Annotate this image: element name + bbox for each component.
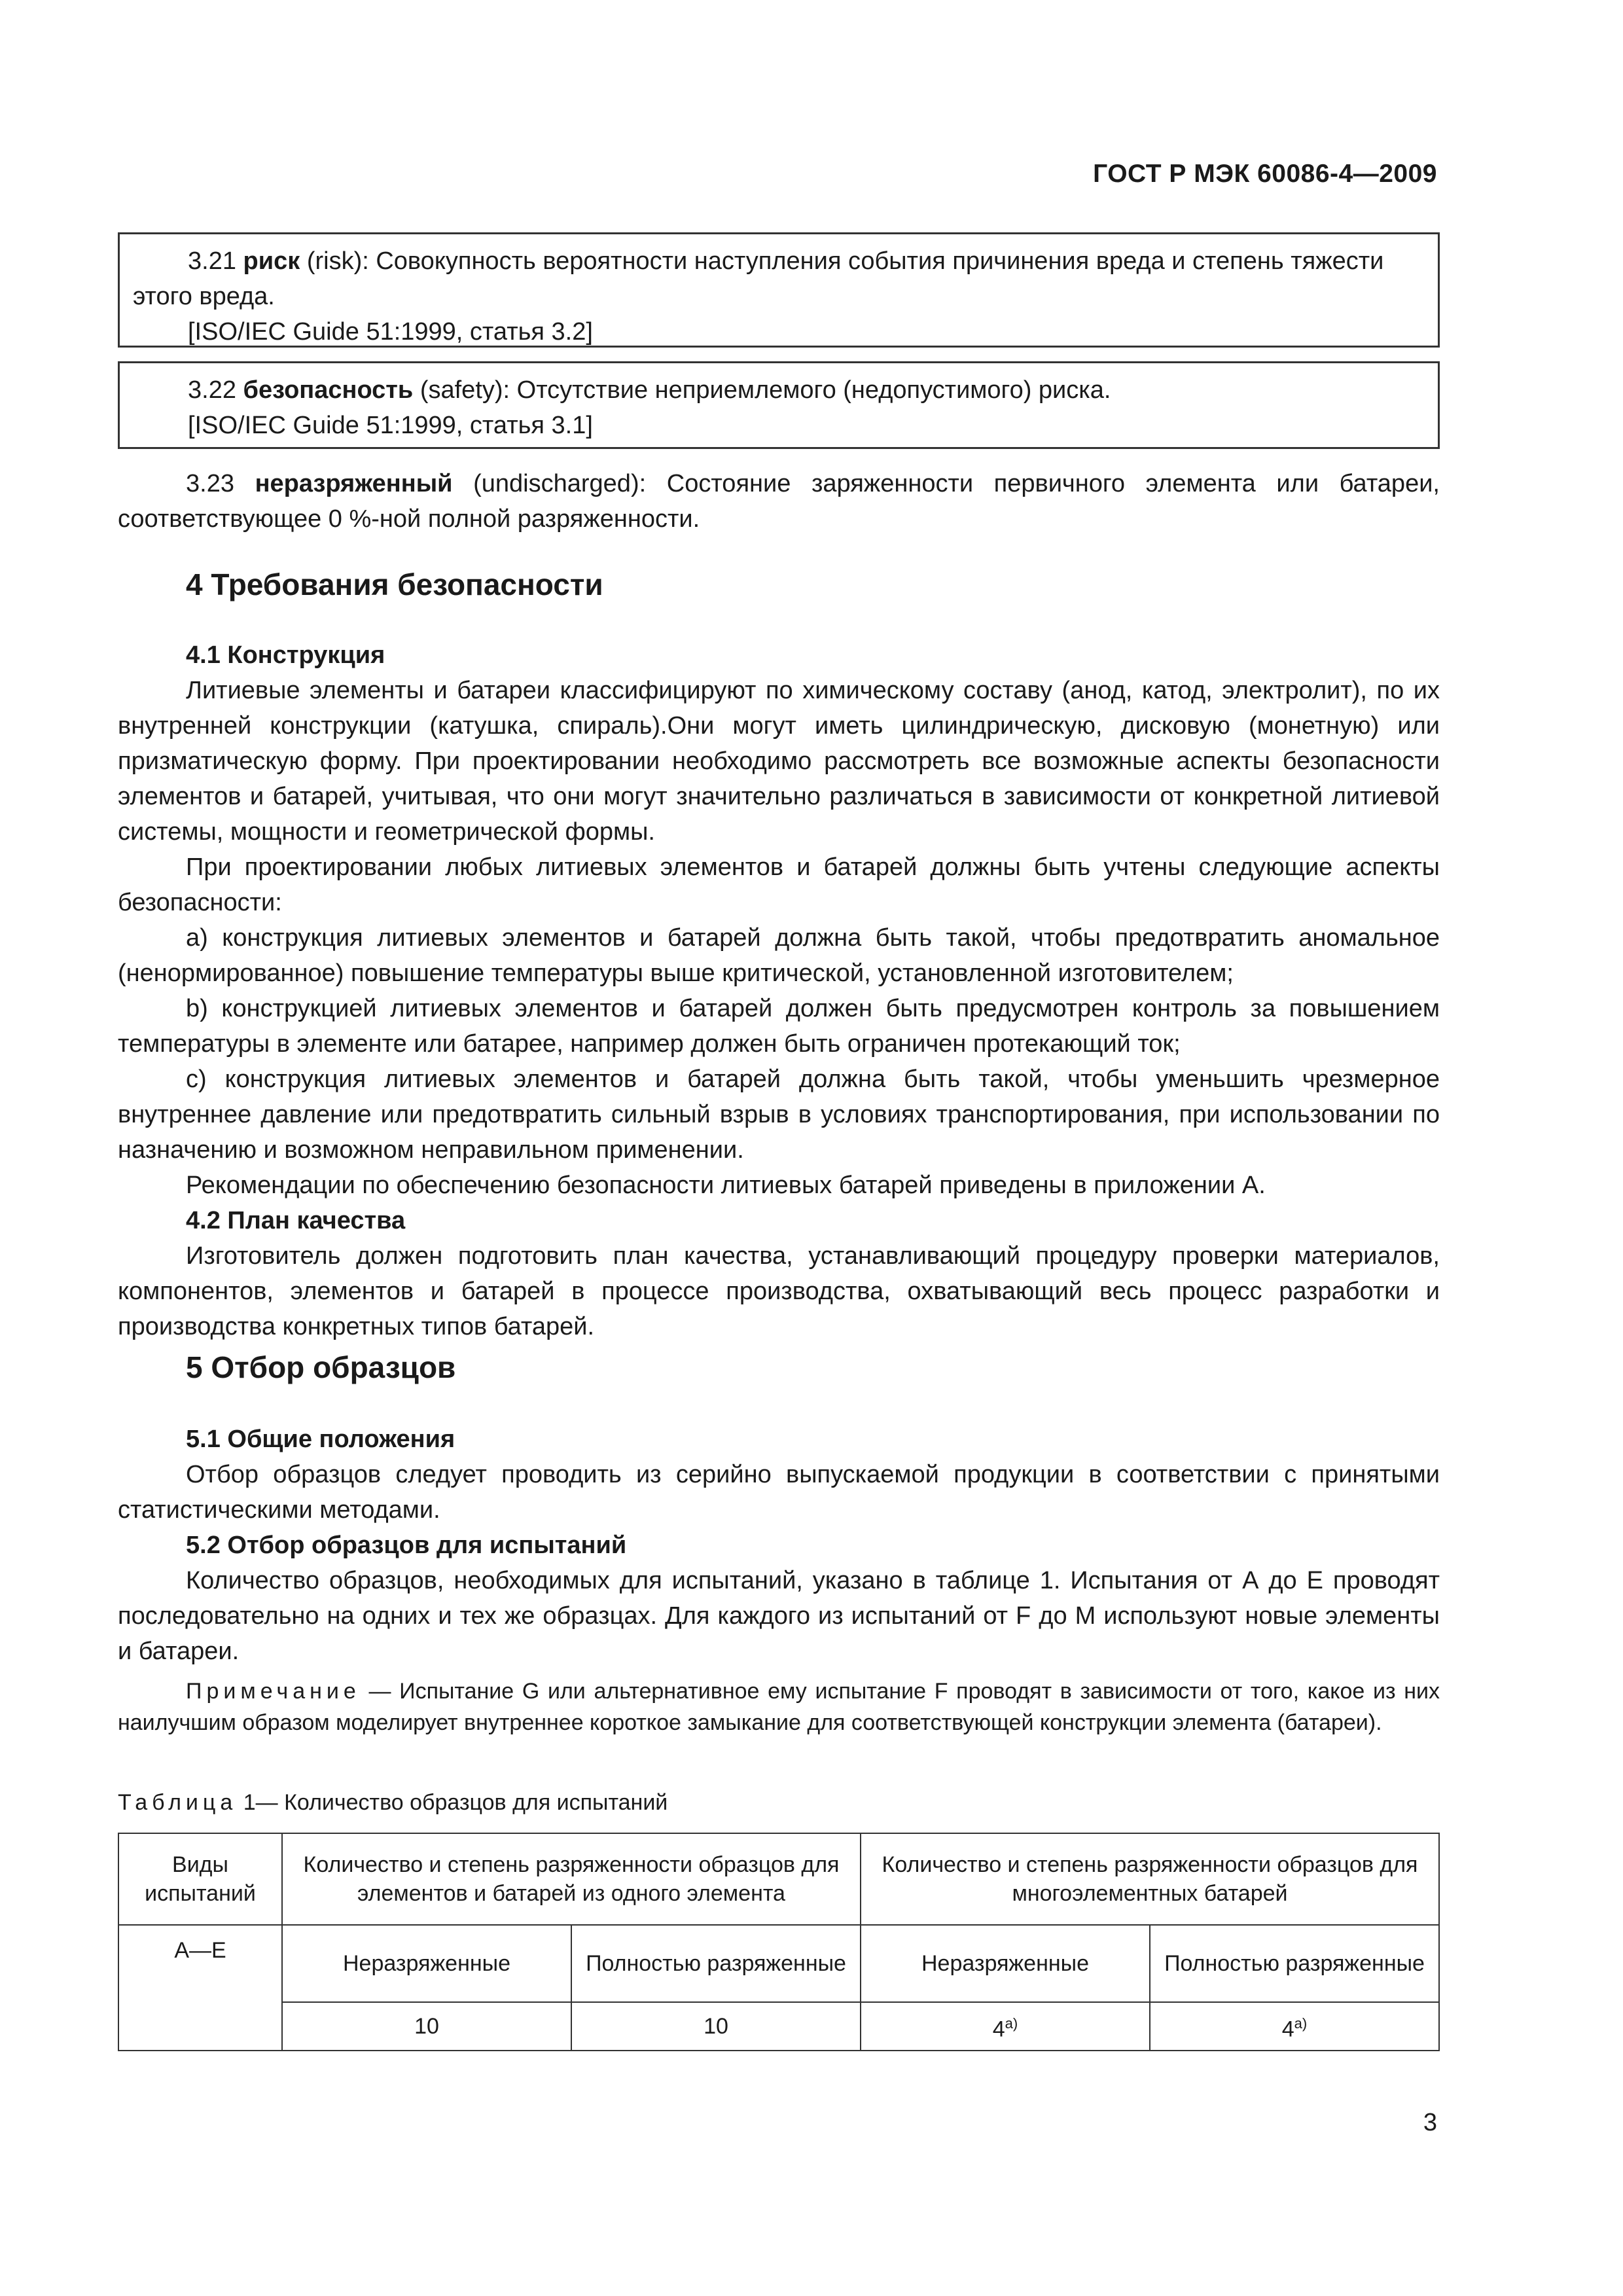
section-4-1-heading: 4.1 Конструкция <box>186 641 385 669</box>
table-cell: Полностью разряженные <box>571 1925 861 2002</box>
note <box>118 1676 1440 1738</box>
def-term: неразряженный <box>255 470 453 497</box>
paragraph: Рекомендации по обеспечению безопасности литиевых батарей приведены в приложении А. <box>186 1172 1266 1199</box>
def-reference: [ISO/IEC Guide 51:1999, статья 3.1] <box>188 412 593 439</box>
def-text: (safety): Отсутствие неприемлемого (недопустимого) риска. <box>413 376 1111 404</box>
table-cell <box>861 2002 1150 2051</box>
paragraph: При проектировании любых литиевых элементов и батарей должны быть учтены следующие аспекты безопасности: <box>118 853 1440 916</box>
paragraph: Литиевые элементы и батареи классифицируют по химическому составу (анод, катод, электролит), по их внутренней конструкции (катушка, спираль).Они могут иметь цилиндрическую, дисковую (монетную) или призматическую форму. При проектировании необходимо рассмотреть все возможные аспекты безопасности элементов и батарей, учитывая, что они могут значительно различаться в зависимости от конкретной литиевой системы, мощности и геометрической формы. <box>118 677 1440 846</box>
def-number: 3.22 <box>188 376 236 404</box>
definition-3-21 <box>118 232 1440 348</box>
table-cell: 10 <box>571 2002 861 2051</box>
table-cell: Неразряженные <box>861 1925 1150 2002</box>
table-caption <box>118 1787 1440 1818</box>
paragraph: Изготовитель должен подготовить план качества, устанавливающий процедуру проверки материалов, компонентов, элементов и батарей в процессе производства, охватывающий весь процесс разработки и производства конкретных типов батарей. <box>118 1242 1440 1340</box>
table-value: 4 <box>1281 2017 1294 2042</box>
def-number: 3.21 <box>188 247 236 275</box>
table-cell: Неразряженные <box>282 1925 571 2002</box>
page-number: 3 <box>1423 2109 1437 2136</box>
table-cell: Полностью разряженные <box>1150 1925 1439 2002</box>
table-caption-text: 1— Количество образцов для испытаний <box>237 1790 668 1815</box>
table-header-cell: Количество и степень разряженности образцов для многоэлементных батарей <box>861 1833 1439 1925</box>
def-text: (risk): Совокупность вероятности наступления события причинения вреда и степень тяжести этого вреда. <box>133 247 1384 310</box>
paragraph: Количество образцов, необходимых для испытаний, указано в таблице 1. Испытания от А до Е проводят последовательно на одних и тех же образцах. Для каждого из испытаний от F до M используют новые элементы и батареи. <box>118 1567 1440 1665</box>
section-5-heading: 5 Отбор образцов <box>186 1350 456 1384</box>
section-5-1-heading: 5.1 Общие положения <box>186 1426 455 1453</box>
table-caption-label: Таблица <box>118 1790 238 1815</box>
list-item-a: a) конструкция литиевых элементов и батарей должна быть такой, чтобы предотвратить аномальное (ненормированное) повышение температуры выше критической, установленной изготовителем; <box>118 924 1440 987</box>
def-text: (undischarged): Состояние заряженности первичного элемента или батареи, соответствующее 0 %-ной полной разряженности. <box>118 470 1440 533</box>
paragraph: Отбор образцов следует проводить из серийно выпускаемой продукции в соответствии с принятыми статистическими методами. <box>118 1461 1440 1524</box>
table-cell: 10 <box>282 2002 571 2051</box>
samples-table <box>118 1833 1440 2051</box>
footnote-ref: a) <box>1005 2015 1018 2032</box>
note-label: Примечание <box>186 1679 361 1704</box>
section-4-2-heading: 4.2 План качества <box>186 1207 406 1234</box>
footnote-ref: a) <box>1294 2015 1308 2032</box>
def-number: 3.23 <box>186 470 234 497</box>
definition-3-22 <box>118 361 1440 449</box>
def-term: безопасность <box>243 376 414 404</box>
table-row-label: А—Е <box>118 1925 282 2051</box>
table-header-cell: Количество и степень разряженности образцов для элементов и батарей из одного элемента <box>282 1833 861 1925</box>
note-text: — Испытание G или альтернативное ему испытание F проводят в зависимости от того, какое из них наилучшим образом моделирует внутреннее короткое замыкание для соответствующей конструкции элемента (батареи). <box>118 1679 1440 1735</box>
section-4-heading: 4 Требования безопасности <box>186 567 603 601</box>
def-reference: [ISO/IEC Guide 51:1999, статья 3.2] <box>188 318 593 346</box>
table-cell <box>1150 2002 1439 2051</box>
document-header: ГОСТ Р МЭК 60086-4—2009 <box>1093 160 1437 188</box>
table-value: 4 <box>992 2017 1005 2042</box>
section-5-2-heading: 5.2 Отбор образцов для испытаний <box>186 1532 627 1559</box>
list-item-c: c) конструкция литиевых элементов и батарей должна быть такой, чтобы уменьшить чрезмерное внутреннее давление или предотвратить сильный взрыв в условиях транспортирования, при использовании по назначению и возможном неправильном применении. <box>118 1066 1440 1164</box>
list-item-b: b) конструкцией литиевых элементов и батарей должен быть предусмотрен контроль за повышением температуры в элементе или батарее, например должен быть ограничен протекающий ток; <box>118 995 1440 1058</box>
definition-3-23 <box>118 466 1440 537</box>
def-term: риск <box>243 247 300 275</box>
table-header-cell: Виды испытаний <box>118 1833 282 1925</box>
